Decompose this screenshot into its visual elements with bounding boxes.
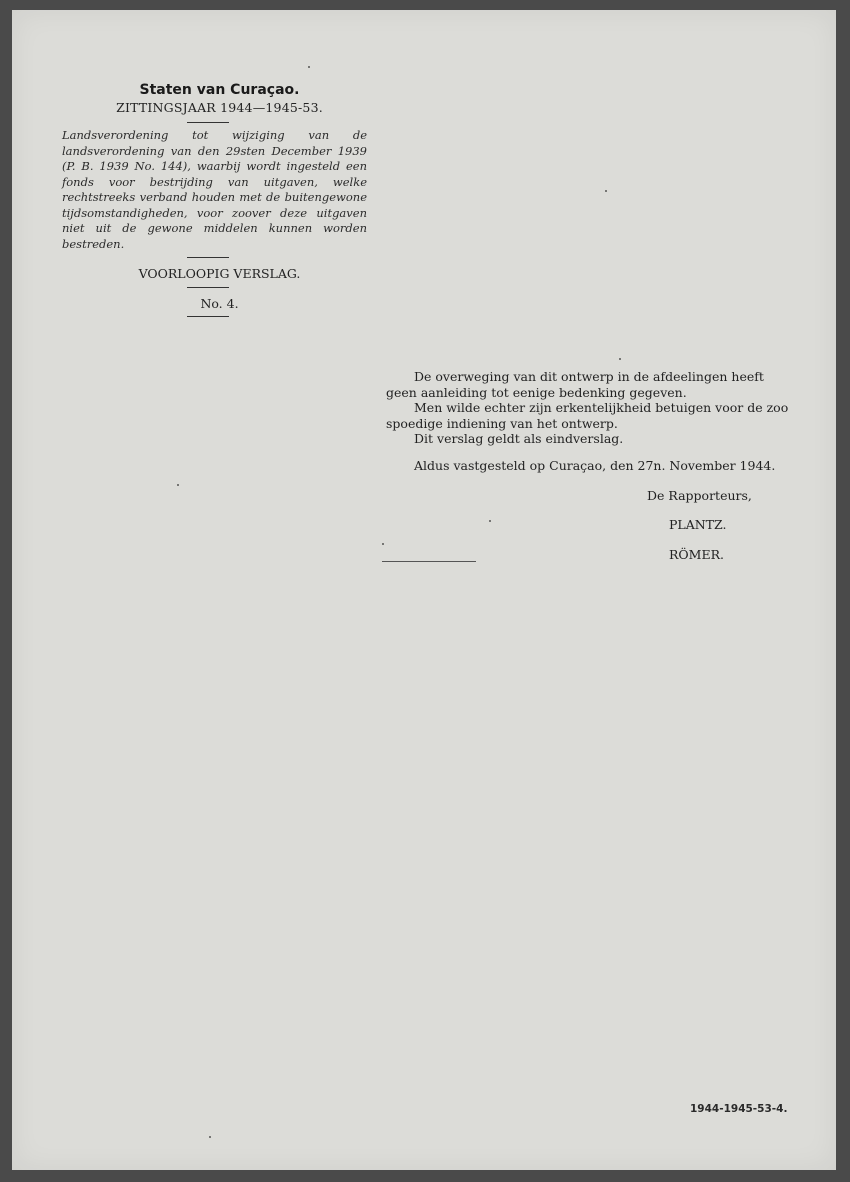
rapporteur-name: PLANTZ. bbox=[669, 517, 727, 532]
paper-speck bbox=[605, 190, 607, 192]
divider bbox=[187, 316, 229, 317]
body-paragraph: De overweging van dit ontwerp in de afdeelingen heeft geen aanleiding tot eenige bedenking gegeven. bbox=[386, 369, 764, 400]
paper-speck bbox=[382, 543, 384, 545]
divider bbox=[187, 287, 229, 288]
organization-title: Staten van Curaçao. bbox=[139, 82, 300, 98]
paper-speck bbox=[489, 520, 491, 522]
paper-speck bbox=[619, 358, 621, 360]
divider bbox=[187, 257, 229, 258]
body-paragraph: Dit verslag geldt als eindverslag. bbox=[414, 431, 624, 446]
ordinance-description: Landsverordening tot wijziging van de landsverordening van den 29sten December 1939 (P. B. 1939 No. 144), waarbij wordt ingesteld een fonds voor bestrijding van uitgaven, welke rechtstreeks verband houden met de buitengewone tijdsomstandigheden, voor zoover deze uitgaven niet uit de gewone middelen kunnen worden bestreden. bbox=[62, 128, 367, 251]
paper-speck bbox=[308, 66, 310, 68]
adopted-line: Aldus vastgesteld op Curaçao, den 27n. November 1944. bbox=[414, 458, 776, 473]
divider bbox=[187, 122, 229, 123]
report-type: VOORLOOPIG VERSLAG. bbox=[138, 266, 301, 281]
paper-speck bbox=[177, 484, 179, 486]
session-year: ZITTINGSJAAR 1944—1945-53. bbox=[116, 100, 323, 115]
report-body bbox=[386, 369, 792, 447]
body-paragraph: Men wilde echter zijn erkentelijkheid betuigen voor de zoo spoedige indiening van het ontwerp. bbox=[386, 400, 789, 431]
paper-speck bbox=[209, 1136, 211, 1138]
document-page bbox=[12, 10, 836, 1170]
rapporteur-name: RÖMER. bbox=[669, 547, 724, 562]
rapporteurs-title: De Rapporteurs, bbox=[647, 488, 752, 503]
pencil-mark bbox=[382, 561, 476, 562]
report-number: No. 4. bbox=[200, 296, 239, 311]
document-number: 1944-1945-53-4. bbox=[690, 1103, 788, 1115]
